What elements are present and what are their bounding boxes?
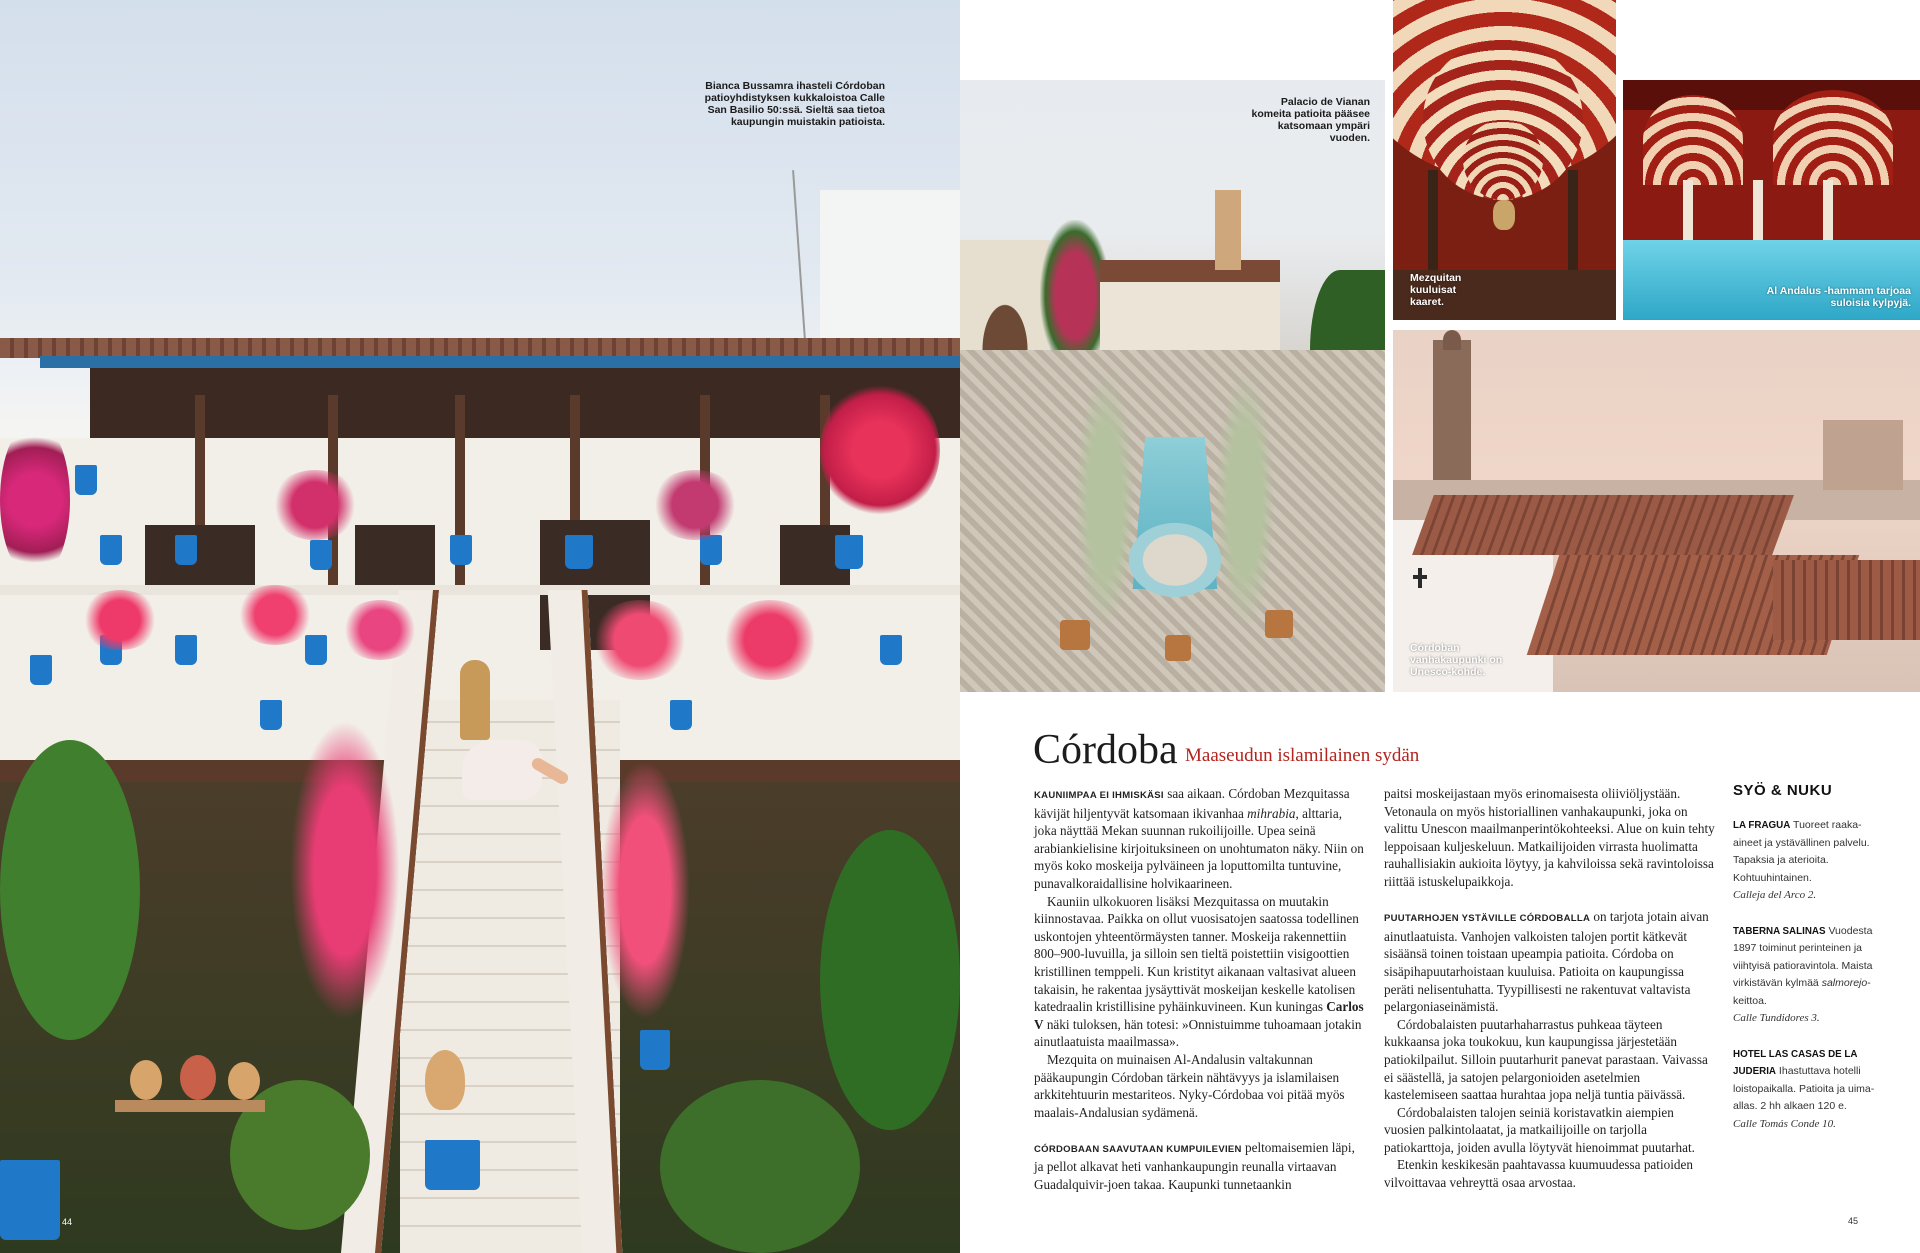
bell-tower <box>1215 190 1241 270</box>
paragraph: Córdobalaisten puutarhaharrastus puhkeaa täyteen kukkaansa joka toukokuu, kun kaupungissa järjestetään patiokilpailut. Silloin puutarhurit panevat parastaan. Vaivassa ei säästellä, ja satojen pelargonioiden asetelmien kastelemiseen saattaa hurahtaa jopa neljä tuntia päivässä. <box>1384 1016 1708 1103</box>
photo-palacio-de-viana <box>960 80 1385 692</box>
paragraph: Etenkin keskikesän paahtavassa kuumuudessa patioiden vilvoittavaa vehreyttä osaa arvostaa. <box>1384 1157 1693 1191</box>
arches <box>970 280 1040 350</box>
sidebar-eat-sleep <box>1733 782 1883 1151</box>
flowers <box>80 590 160 650</box>
tower-top <box>1443 330 1461 350</box>
column <box>1823 180 1833 240</box>
flower-pot <box>670 700 692 730</box>
greenery <box>660 1080 860 1253</box>
flower-pot <box>565 535 593 569</box>
strong: Carlos V <box>1034 999 1364 1032</box>
flower-pot <box>75 465 97 495</box>
flower-pot <box>700 535 722 565</box>
flowers <box>590 600 690 680</box>
flower-pot <box>310 540 332 570</box>
spacer <box>1034 1121 1367 1139</box>
column <box>1753 180 1763 240</box>
clay-jar <box>180 1055 216 1100</box>
paragraph: paitsi moskeijastaan myös erinomaisesta oliiviöljystään. Vetonaula on myös historiallinen vanhakaupunki, joka on valittu Unescon maailmanperintökohteeksi. Alue on kuin tehty leppoisaan kuljeskeluun. Matkailijoiden virrasta huolimatta rauhallisiakin aukioita löytyy, ja kahviloissa sekä ravintoloissa riittää istuskelupaikkoja. <box>1384 786 1715 889</box>
lead-in: KAUNIIMPAA EI IHMISKÄSI <box>1034 790 1164 801</box>
photo-caption: Mezquitan kuuluisat kaaret. <box>1410 272 1462 308</box>
blue-eave <box>40 356 960 368</box>
striped-arch <box>1463 120 1543 200</box>
flowers <box>270 470 360 540</box>
villa-roof <box>1100 260 1280 282</box>
flower-pot <box>0 1160 60 1240</box>
roof-tiles <box>0 338 960 358</box>
arch <box>1643 95 1743 185</box>
flower-pot <box>305 635 327 665</box>
bell-tower <box>1433 340 1471 490</box>
venue-description: Tuoreet raaka-aineet ja ystävällinen palvelu. Tapaksia ja aterioita. Kohtuuhintainen. <box>1733 819 1870 884</box>
balcony-rail <box>0 585 960 595</box>
emphasis: mihrabia <box>1247 805 1296 821</box>
venue-address: Calleja del Arco 2. <box>1733 889 1817 901</box>
text-run: saa aikaan. Córdoban Mezquitassa kävijät hiljentyvät katsomaan ikivanhaa <box>1034 786 1350 821</box>
flower-pot <box>175 635 197 665</box>
article-subtitle: Maaseudun islamilainen sydän <box>1185 745 1420 766</box>
flower-pot <box>260 700 282 730</box>
cathedral <box>1823 420 1903 490</box>
paragraph <box>1034 893 1367 1051</box>
article-title: Córdoba <box>1033 727 1178 773</box>
terracotta-pot <box>1060 620 1090 650</box>
photo-caption: Palacio de Vianan komeita patioita pääsee katsomaan ympäri vuoden. <box>1251 96 1370 144</box>
tile-roof <box>1412 495 1794 555</box>
photo-hammam <box>1623 80 1920 320</box>
page-number-left: 44 <box>62 1217 73 1227</box>
text-column-1 <box>1034 785 1367 1194</box>
paragraph <box>1384 908 1717 1016</box>
photo-caption: Al Andalus -hammam tarjoaa suloisia kylpyjä. <box>1766 285 1911 309</box>
text-run: , alttaria, joka näyttää Mekan suunnan rukoilijoille. Upea seinä arabiankielisine kirjoituksineen on unohtumaton näky. Niin on myös koko moskeija pylväineen ja loputtomilta tuntuvine, punavalkoraidallisine holvikaarineen. <box>1034 805 1364 891</box>
terracotta-pot <box>1265 610 1293 638</box>
venue-description: Ihastuttava hotelli loistopaikalla. Patioita ja uima-allas. 2 hh alkaen 120 e. <box>1733 1065 1875 1112</box>
greenery <box>0 740 140 1040</box>
arch <box>1773 90 1893 185</box>
emphasis: salmorejo <box>1821 977 1868 989</box>
venue-name: LA FRAGUA <box>1733 820 1791 831</box>
flowers <box>235 585 315 645</box>
paragraph: Mezquita on muinaisen Al-Andalusin valtakunnan pääkaupungin Córdoban tärkein nähtävyys ja islamilaisen arkkitehtuurin mestariteos. Nyky-Córdobaa voi pitää myös maalais-Andalusian sydämenä. <box>1034 1051 1345 1120</box>
venue-address: Calle Tomás Conde 10. <box>1733 1117 1836 1130</box>
flower-pot <box>450 535 472 565</box>
clay-jar <box>130 1060 162 1100</box>
lead-in: CÓRDOBAAN SAAVUTAAN KUMPUILEVIEN <box>1034 1143 1242 1155</box>
flower-pot <box>640 1030 670 1070</box>
sidebar-entry <box>1733 817 1883 905</box>
flowers <box>0 420 70 580</box>
flower-pot <box>30 655 52 685</box>
paragraph <box>1034 1139 1367 1194</box>
photo-old-town <box>1393 330 1920 692</box>
flowers <box>600 760 690 1020</box>
text-column-2 <box>1384 785 1717 1192</box>
venue-name: HOTEL LAS CASAS DE LA JUDERIA <box>1733 1048 1858 1077</box>
lead-in: PUUTARHOJEN YSTÄVILLE CÓRDOBALLA <box>1384 913 1591 925</box>
paragraph: Córdobalaisten talojen seiniä koristavatkin aiempien vuosien palkintolaatat, ja matkailijoille on tarjolla patiokarttoja, joiden avulla löytyvät hienoimmat puutarhat. <box>1384 1104 1695 1155</box>
window <box>355 525 435 585</box>
greenery <box>820 830 960 1130</box>
sidebar-entry <box>1733 1046 1883 1134</box>
photo-mezquita <box>1393 0 1616 320</box>
window <box>145 525 255 585</box>
flowers <box>290 720 400 1020</box>
flowers <box>720 600 820 680</box>
plant-row <box>1070 350 1140 650</box>
venue-description: Vuodesta 1897 toiminut perinteinen ja viihtyisä patioravintola. Maista virkistävän kylmää <box>1733 924 1873 989</box>
bench <box>115 1100 265 1112</box>
flower-pot <box>175 535 197 565</box>
lantern <box>1493 200 1515 230</box>
flower-pot <box>835 535 863 569</box>
sidebar-heading: SYÖ & NUKU <box>1733 782 1833 799</box>
text-run: on tarjota jotain aivan ainutlaatuista. Vanhojen valkoisten talojen portit kätkevät sisäänsä toinen toistaan upeampia patioita. Córdoba on sisäpihapuutarhoistaan kuuluisa. Patioita on kaupungissa peräti nelisentuhatta. Tyypillisesti ne rakentuvat valtavista pelargoniaseinämistä. <box>1384 909 1709 1015</box>
venue-description: -keittoa. <box>1733 977 1871 1007</box>
venue-address: Calle Tundidores 3. <box>1733 1012 1820 1024</box>
flower-pot <box>425 1140 480 1190</box>
venue-name: TABERNA SALINAS <box>1733 925 1826 937</box>
bougainvillea <box>820 380 940 520</box>
clay-vase <box>425 1050 465 1110</box>
woman-dress <box>462 740 542 800</box>
woman-hair <box>460 660 490 740</box>
flowers <box>340 600 420 660</box>
text-run: peltomaisemien läpi, ja pellot alkavat heti vanhankaupungin reunalla virtaavan Guadalquivir-joen takaa. Kaupunki tunnetaankin <box>1034 1139 1355 1193</box>
page-number-right: 45 <box>1848 1216 1859 1226</box>
text-run: Kauniin ulkokuoren lisäksi Mezquitassa on muutakin kiinnostavaa. Paikka on ollut vuosisatojen saatossa todellinen uskontojen yhteentörmäysten tanner. Moskeija rakennettiin 800–900-luvuilla, ja silloin sen tieltä poistettiin visigoottien kristillinen temppeli. Kun kristityt aikanaan valtasivat alueen takaisin, he rakentaa jysäyttivät moskeijan keskelle katolisen katedraalin kristillisine pyhäinkuvineen. Kun kuningas <box>1034 893 1359 1015</box>
antenna <box>792 170 806 340</box>
column <box>1683 180 1693 240</box>
flower-pot <box>100 535 122 565</box>
photo-caption: Córdoban vanhakaupunki on Unesco-kohde. <box>1410 642 1503 678</box>
terracotta-pot <box>1165 635 1191 661</box>
house-facade <box>820 190 960 350</box>
clay-jar <box>228 1062 260 1100</box>
cross-v <box>1418 568 1422 588</box>
spacer <box>1384 891 1717 909</box>
sidebar-entry <box>1733 923 1883 1028</box>
paragraph <box>1034 785 1367 893</box>
tile-roof <box>1773 560 1920 640</box>
flowers <box>650 470 740 540</box>
plant-row <box>1210 350 1280 650</box>
text-run: näki tuloksen, hän totesi: »Onnistuimme tuhoamaan jotakin ainutlaatuista maailmassa». <box>1034 1016 1362 1050</box>
photo-caption: Bianca Bussamra ihasteli Córdoban patioyhdistyksen kukkaloistoa Calle San Basilio 50:ssä. Sieltä saa tietoa kaupungin muistakin patioista. <box>704 80 885 128</box>
flower-pot <box>880 635 902 665</box>
